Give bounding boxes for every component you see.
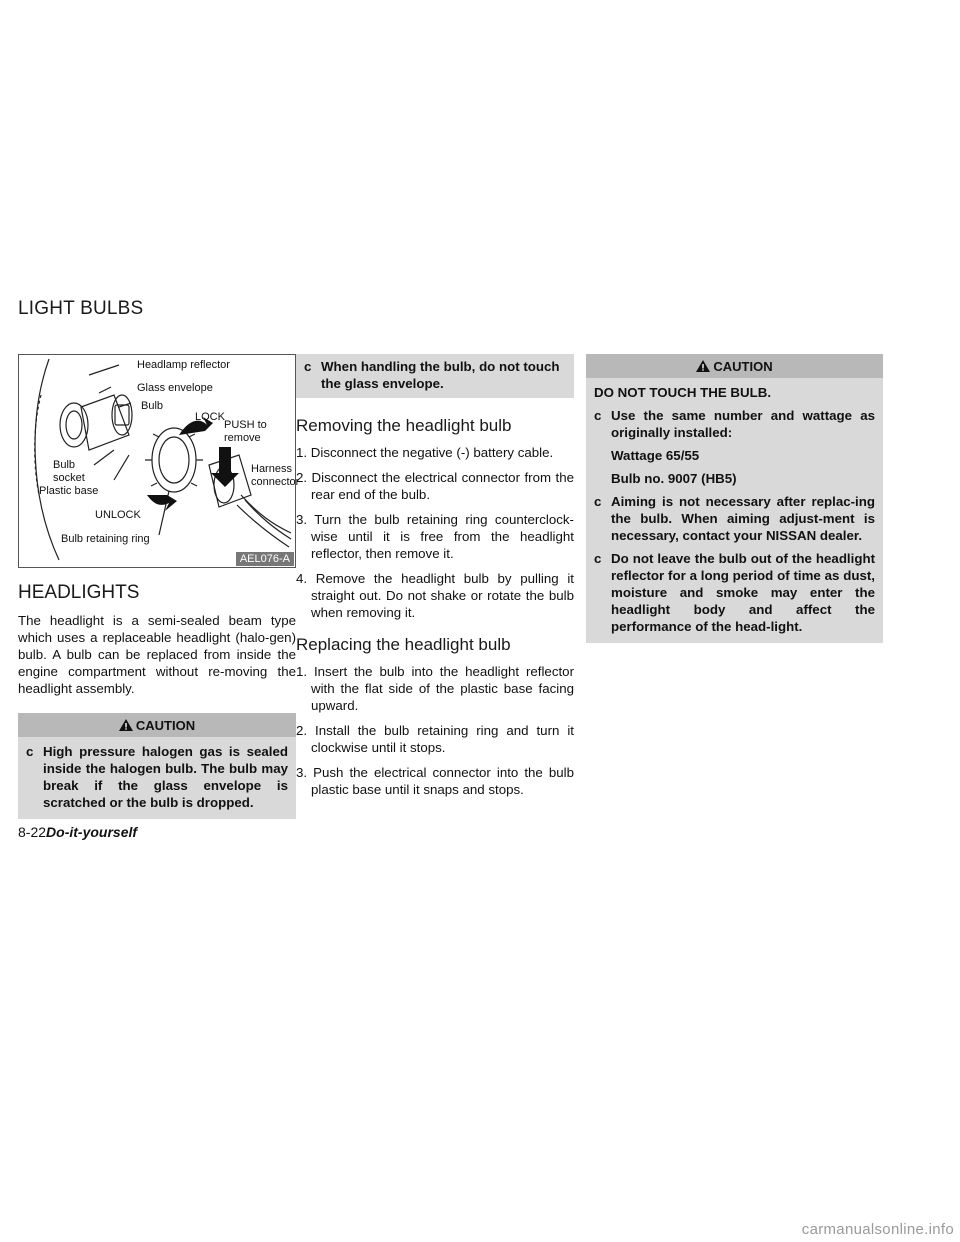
label-bulb: Bulb bbox=[141, 400, 164, 412]
label-unlock: UNLOCK bbox=[95, 509, 141, 521]
caution-item-text: Use the same number and wattage as originally installed: bbox=[611, 408, 875, 440]
caution-continued-text: When handling the bulb, do not touch the glass envelope. bbox=[321, 359, 560, 391]
removing-step: 4. Remove the headlight bulb by pulling it straight out. Do not shake or rotate the bulb when removing it. bbox=[296, 571, 574, 620]
replacing-heading: Replacing the headlight bulb bbox=[296, 635, 511, 654]
replacing-step: 2. Install the bulb retaining ring and turn it clockwise until it stops. bbox=[296, 723, 574, 755]
watermark: carmanualsonline.info bbox=[801, 1221, 954, 1238]
label-remove: remove bbox=[224, 432, 261, 444]
removing-heading: Removing the headlight bulb bbox=[296, 416, 512, 435]
bulb-number: Bulb no. 9007 (HB5) bbox=[611, 471, 737, 486]
replacing-steps bbox=[296, 663, 574, 798]
bullet-marker: c bbox=[304, 359, 312, 374]
removing-step: 2. Disconnect the electrical connector from the rear end of the bulb. bbox=[296, 470, 574, 502]
caution-intro: DO NOT TOUCH THE BULB. bbox=[594, 385, 772, 400]
bullet-marker: c bbox=[594, 551, 602, 566]
caution-continued bbox=[296, 354, 574, 398]
section-title: LIGHT BULBS bbox=[18, 298, 144, 319]
caution-item-aiming bbox=[586, 487, 883, 544]
caution-header bbox=[586, 354, 883, 378]
label-glass-envelope: Glass envelope bbox=[137, 382, 213, 394]
caution-text: High pressure halogen gas is sealed inside the halogen bulb. The bulb may break if the glass envelope is scratched or the bulb is dropped. bbox=[43, 744, 288, 810]
replacing-step: 3. Push the electrical connector into the bulb plastic base until it snaps and stops. bbox=[296, 765, 574, 797]
caution-box-bulb bbox=[586, 354, 883, 643]
warning-triangle-icon bbox=[696, 360, 710, 372]
caution-item-text: Aiming is not necessary after replac-ing the bulb. When aiming adjust-ment is necessary, contact your NISSAN dealer. bbox=[611, 494, 875, 543]
headlight-bulb-diagram bbox=[18, 354, 300, 568]
column-middle bbox=[296, 354, 574, 806]
caution-title: CAUTION bbox=[713, 359, 773, 374]
replacing-step: 1. Insert the bulb into the headlight reflector with the flat side of the plastic base facing upward. bbox=[296, 664, 574, 713]
bullet-marker: c bbox=[594, 494, 602, 509]
caution-item-text: Do not leave the bulb out of the headlight reflector for a long period of time as dust, moisture and smoke may enter the headlight body and affect the performance of the head-light. bbox=[611, 551, 875, 634]
removing-step: 1. Disconnect the negative (-) battery cable. bbox=[296, 445, 554, 460]
label-bulb-socket-2: socket bbox=[53, 472, 85, 484]
caution-title: CAUTION bbox=[135, 718, 196, 733]
figure-code: AEL076-A bbox=[236, 552, 294, 566]
footer-chapter: Do-it-yourself bbox=[46, 824, 138, 840]
caution-header bbox=[18, 713, 296, 737]
warning-triangle-icon bbox=[119, 719, 133, 731]
removing-steps bbox=[296, 444, 574, 621]
label-bulb-socket-1: Bulb bbox=[53, 459, 76, 471]
label-lock: LOCK bbox=[195, 411, 225, 423]
column-left bbox=[18, 354, 300, 819]
bullet-marker: c bbox=[594, 408, 602, 423]
headlights-paragraph: The headlight is a semi-sealed beam type which uses a replaceable headlight (halo-gen) bulb. A bulb can be replaced from inside the engine compartment without re-moving the headlight assembly. bbox=[18, 613, 296, 696]
caution-item-reflector bbox=[586, 544, 883, 635]
label-retaining-ring: Bulb retaining ring bbox=[61, 533, 150, 545]
unlock-arrow-icon bbox=[147, 495, 177, 511]
push-arrow-icon bbox=[211, 447, 239, 487]
removing-step: 3. Turn the bulb retaining ring counterclock-wise until it is free from the headlight reflector, then remove it. bbox=[296, 512, 574, 561]
caution-box-halogen bbox=[18, 713, 296, 819]
caution-item-halogen bbox=[18, 737, 296, 811]
bullet-marker: c bbox=[26, 744, 34, 759]
column-right bbox=[586, 354, 883, 643]
wattage-value: Wattage 65/55 bbox=[611, 448, 700, 463]
label-harness: Harness bbox=[251, 463, 292, 475]
caution-item-wattage bbox=[586, 401, 883, 441]
page-number: 8-22 bbox=[18, 824, 47, 840]
label-plastic-base: Plastic base bbox=[39, 485, 99, 497]
page-footer bbox=[18, 824, 137, 840]
label-connector: connector bbox=[251, 476, 300, 488]
headlights-heading: HEADLIGHTS bbox=[18, 582, 140, 603]
label-push-to: PUSH to bbox=[224, 419, 267, 431]
label-headlamp-reflector: Headlamp reflector bbox=[137, 359, 230, 371]
